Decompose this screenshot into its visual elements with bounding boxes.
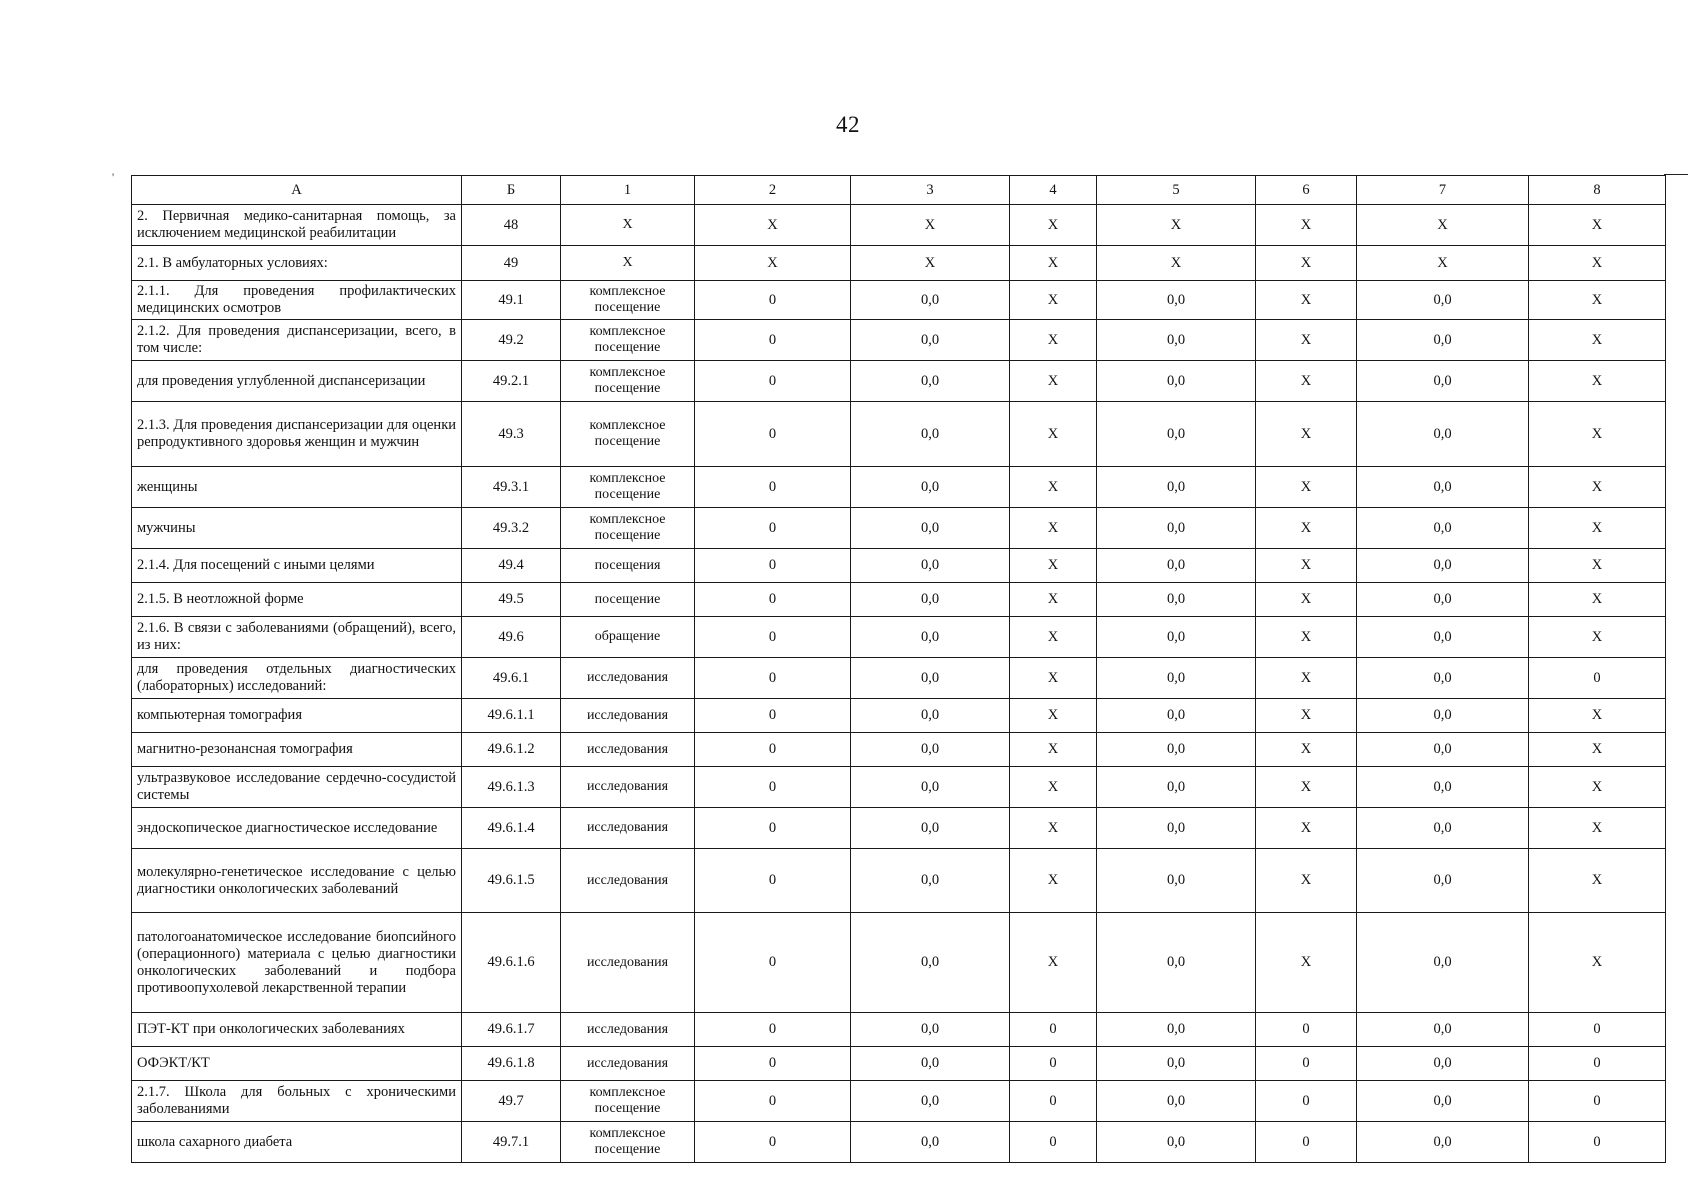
table-row — [132, 1122, 1666, 1163]
col-5-cell: 0,0 — [1097, 281, 1256, 320]
col-4-cell: 0 — [1010, 1047, 1097, 1081]
col-6-cell: 0 — [1256, 1013, 1357, 1047]
row-code-cell: 49.3.1 — [462, 467, 561, 508]
row-unit-cell: обращение — [561, 617, 695, 658]
col-7-cell: 0,0 — [1357, 467, 1529, 508]
table-row — [132, 849, 1666, 913]
col-6-cell: 0 — [1256, 1047, 1357, 1081]
col-4-cell: X — [1010, 808, 1097, 849]
col-6-cell: X — [1256, 808, 1357, 849]
col-8-cell: X — [1529, 913, 1666, 1013]
col-5-cell: 0,0 — [1097, 402, 1256, 467]
col-4-cell: X — [1010, 733, 1097, 767]
col-4-cell: 0 — [1010, 1013, 1097, 1047]
col-8-cell: X — [1529, 733, 1666, 767]
col-6-cell: X — [1256, 849, 1357, 913]
row-code-cell: 49.6.1.3 — [462, 767, 561, 808]
row-name-cell: 2.1.3. Для проведения диспансеризации для оценки репродуктивного здоровья женщин и мужчин — [132, 402, 462, 467]
col-2-cell: 0 — [695, 1081, 851, 1122]
table-row — [132, 583, 1666, 617]
col-5-cell: 0,0 — [1097, 549, 1256, 583]
col-7-cell: 0,0 — [1357, 913, 1529, 1013]
col-4-cell: X — [1010, 246, 1097, 281]
col-7-cell: 0,0 — [1357, 733, 1529, 767]
col-3-cell: 0,0 — [851, 361, 1010, 402]
table-row — [132, 205, 1666, 246]
col-7-cell: 0,0 — [1357, 617, 1529, 658]
col-5-cell: 0,0 — [1097, 767, 1256, 808]
row-name-cell: 2.1. В амбулаторных условиях: — [132, 246, 462, 281]
col-4-cell: X — [1010, 281, 1097, 320]
col-4-cell: X — [1010, 205, 1097, 246]
col-4-cell: X — [1010, 549, 1097, 583]
col-8-cell: X — [1529, 767, 1666, 808]
row-name-cell: 2.1.2. Для проведения диспансеризации, всего, в том числе: — [132, 320, 462, 361]
row-name-cell: 2.1.4. Для посещений с иными целями — [132, 549, 462, 583]
col-3-cell: 0,0 — [851, 1081, 1010, 1122]
col-8-cell: X — [1529, 549, 1666, 583]
col-2-cell: 0 — [695, 733, 851, 767]
col-5-cell: 0,0 — [1097, 1122, 1256, 1163]
row-unit-cell: исследования — [561, 658, 695, 699]
col-7-cell: 0,0 — [1357, 320, 1529, 361]
col-3-cell: 0,0 — [851, 849, 1010, 913]
col-5-cell: 0,0 — [1097, 467, 1256, 508]
col-5-cell: 0,0 — [1097, 583, 1256, 617]
col-2-cell: 0 — [695, 467, 851, 508]
row-code-cell: 48 — [462, 205, 561, 246]
col-6-cell: X — [1256, 320, 1357, 361]
col-2-cell: 0 — [695, 617, 851, 658]
col-5-cell: 0,0 — [1097, 508, 1256, 549]
row-unit-cell: комплексное посещение — [561, 1081, 695, 1122]
col-2-cell: 0 — [695, 402, 851, 467]
col-5-cell: X — [1097, 246, 1256, 281]
col-6-cell: X — [1256, 246, 1357, 281]
col-7-cell: 0,0 — [1357, 658, 1529, 699]
col-6-cell: X — [1256, 583, 1357, 617]
col-5-cell: 0,0 — [1097, 849, 1256, 913]
col-3-cell: X — [851, 246, 1010, 281]
row-unit-cell: комплексное посещение — [561, 1122, 695, 1163]
row-unit-cell: комплексное посещение — [561, 361, 695, 402]
col-7-cell: X — [1357, 205, 1529, 246]
table-row — [132, 1081, 1666, 1122]
col-3-cell: 0,0 — [851, 767, 1010, 808]
col-8-cell: X — [1529, 246, 1666, 281]
col-5-cell: 0,0 — [1097, 808, 1256, 849]
col-2-cell: 0 — [695, 508, 851, 549]
col-6-cell: 0 — [1256, 1081, 1357, 1122]
col-6-cell: X — [1256, 281, 1357, 320]
row-name-cell: ОФЭКТ/КТ — [132, 1047, 462, 1081]
table-row — [132, 320, 1666, 361]
table-row — [132, 402, 1666, 467]
col-3-cell: X — [851, 205, 1010, 246]
table-row — [132, 617, 1666, 658]
col-4-cell: X — [1010, 849, 1097, 913]
col-2-cell: 0 — [695, 767, 851, 808]
row-code-cell: 49.7 — [462, 1081, 561, 1122]
col-2-cell: 0 — [695, 1013, 851, 1047]
col-7-cell: 0,0 — [1357, 361, 1529, 402]
col-3-cell: 0,0 — [851, 281, 1010, 320]
col-8-cell: X — [1529, 320, 1666, 361]
col-7-cell: 0,0 — [1357, 699, 1529, 733]
header-cell-3: 3 — [851, 176, 1010, 205]
row-code-cell: 49.1 — [462, 281, 561, 320]
col-8-cell: 0 — [1529, 1081, 1666, 1122]
col-8-cell: 0 — [1529, 1047, 1666, 1081]
col-4-cell: 0 — [1010, 1122, 1097, 1163]
table-row — [132, 508, 1666, 549]
col-5-cell: 0,0 — [1097, 617, 1256, 658]
table-row — [132, 549, 1666, 583]
col-3-cell: 0,0 — [851, 583, 1010, 617]
row-unit-cell: исследования — [561, 1047, 695, 1081]
row-code-cell: 49.6 — [462, 617, 561, 658]
header-cell-1: 1 — [561, 176, 695, 205]
col-7-cell: 0,0 — [1357, 808, 1529, 849]
col-7-cell: 0,0 — [1357, 1013, 1529, 1047]
col-5-cell: 0,0 — [1097, 1047, 1256, 1081]
col-2-cell: 0 — [695, 849, 851, 913]
col-2-cell: 0 — [695, 361, 851, 402]
col-3-cell: 0,0 — [851, 549, 1010, 583]
col-8-cell: X — [1529, 205, 1666, 246]
col-4-cell: X — [1010, 467, 1097, 508]
table-row — [132, 808, 1666, 849]
col-2-cell: 0 — [695, 1122, 851, 1163]
col-4-cell: X — [1010, 767, 1097, 808]
table-row — [132, 281, 1666, 320]
col-6-cell: X — [1256, 508, 1357, 549]
header-cell-6: 6 — [1256, 176, 1357, 205]
row-unit-cell: исследования — [561, 733, 695, 767]
col-3-cell: 0,0 — [851, 808, 1010, 849]
header-cell-8: 8 — [1529, 176, 1666, 205]
table-edge-rule — [1664, 174, 1688, 175]
header-cell-5: 5 — [1097, 176, 1256, 205]
col-4-cell: X — [1010, 617, 1097, 658]
col-2-cell: 0 — [695, 583, 851, 617]
row-code-cell: 49.6.1.6 — [462, 913, 561, 1013]
row-unit-cell: комплексное посещение — [561, 281, 695, 320]
col-6-cell: X — [1256, 467, 1357, 508]
table-row — [132, 1047, 1666, 1081]
page-number: 42 — [836, 112, 860, 137]
col-8-cell: X — [1529, 402, 1666, 467]
col-2-cell: 0 — [695, 549, 851, 583]
col-3-cell: 0,0 — [851, 913, 1010, 1013]
table-row — [132, 733, 1666, 767]
row-name-cell: ПЭТ-КТ при онкологических заболеваниях — [132, 1013, 462, 1047]
col-6-cell: X — [1256, 733, 1357, 767]
col-8-cell: 0 — [1529, 658, 1666, 699]
col-5-cell: 0,0 — [1097, 1081, 1256, 1122]
col-2-cell: 0 — [695, 281, 851, 320]
table-row — [132, 246, 1666, 281]
row-name-cell: мужчины — [132, 508, 462, 549]
col-3-cell: 0,0 — [851, 508, 1010, 549]
col-8-cell: X — [1529, 849, 1666, 913]
row-unit-cell: исследования — [561, 849, 695, 913]
col-7-cell: 0,0 — [1357, 767, 1529, 808]
col-8-cell: X — [1529, 281, 1666, 320]
col-3-cell: 0,0 — [851, 467, 1010, 508]
row-code-cell: 49 — [462, 246, 561, 281]
col-2-cell: 0 — [695, 808, 851, 849]
col-8-cell: X — [1529, 583, 1666, 617]
col-3-cell: 0,0 — [851, 1047, 1010, 1081]
col-6-cell: X — [1256, 361, 1357, 402]
table-row — [132, 767, 1666, 808]
row-code-cell: 49.3.2 — [462, 508, 561, 549]
col-7-cell: 0,0 — [1357, 549, 1529, 583]
header-row — [132, 176, 1666, 205]
row-name-cell: 2.1.5. В неотложной форме — [132, 583, 462, 617]
col-3-cell: 0,0 — [851, 733, 1010, 767]
col-7-cell: 0,0 — [1357, 1081, 1529, 1122]
row-unit-cell: комплексное посещение — [561, 508, 695, 549]
row-code-cell: 49.2.1 — [462, 361, 561, 402]
col-8-cell: X — [1529, 361, 1666, 402]
col-8-cell: 0 — [1529, 1122, 1666, 1163]
col-6-cell: X — [1256, 402, 1357, 467]
col-6-cell: X — [1256, 549, 1357, 583]
header-cell-b: Б — [462, 176, 561, 205]
row-name-cell: 2.1.6. В связи с заболеваниями (обращений), всего, из них: — [132, 617, 462, 658]
row-name-cell: школа сахарного диабета — [132, 1122, 462, 1163]
col-7-cell: 0,0 — [1357, 583, 1529, 617]
col-5-cell: 0,0 — [1097, 699, 1256, 733]
row-unit-cell: X — [561, 246, 695, 281]
col-2-cell: 0 — [695, 658, 851, 699]
col-7-cell: 0,0 — [1357, 849, 1529, 913]
col-7-cell: 0,0 — [1357, 402, 1529, 467]
scan-mark: ' — [112, 170, 115, 184]
row-name-cell: женщины — [132, 467, 462, 508]
row-code-cell: 49.6.1.5 — [462, 849, 561, 913]
col-7-cell: 0,0 — [1357, 281, 1529, 320]
col-2-cell: 0 — [695, 699, 851, 733]
col-6-cell: X — [1256, 767, 1357, 808]
table-row — [132, 913, 1666, 1013]
row-code-cell: 49.2 — [462, 320, 561, 361]
col-5-cell: 0,0 — [1097, 1013, 1256, 1047]
col-8-cell: X — [1529, 467, 1666, 508]
col-7-cell: 0,0 — [1357, 508, 1529, 549]
row-code-cell: 49.7.1 — [462, 1122, 561, 1163]
col-4-cell: X — [1010, 320, 1097, 361]
table-row — [132, 361, 1666, 402]
col-3-cell: 0,0 — [851, 320, 1010, 361]
col-8-cell: X — [1529, 508, 1666, 549]
row-name-cell: магнитно-резонансная томография — [132, 733, 462, 767]
col-6-cell: 0 — [1256, 1122, 1357, 1163]
row-unit-cell: исследования — [561, 913, 695, 1013]
row-code-cell: 49.6.1.8 — [462, 1047, 561, 1081]
row-unit-cell: исследования — [561, 767, 695, 808]
col-4-cell: 0 — [1010, 1081, 1097, 1122]
col-4-cell: X — [1010, 361, 1097, 402]
col-3-cell: 0,0 — [851, 1122, 1010, 1163]
col-6-cell: X — [1256, 658, 1357, 699]
col-5-cell: X — [1097, 205, 1256, 246]
col-4-cell: X — [1010, 402, 1097, 467]
row-unit-cell: комплексное посещение — [561, 467, 695, 508]
row-name-cell: 2. Первичная медико-санитарная помощь, за исключением медицинской реабилитации — [132, 205, 462, 246]
col-2-cell: 0 — [695, 913, 851, 1013]
col-3-cell: 0,0 — [851, 402, 1010, 467]
row-unit-cell: исследования — [561, 1013, 695, 1047]
row-code-cell: 49.6.1.7 — [462, 1013, 561, 1047]
col-4-cell: X — [1010, 508, 1097, 549]
row-name-cell: компьютерная томография — [132, 699, 462, 733]
row-unit-cell: комплексное посещение — [561, 320, 695, 361]
row-unit-cell: комплексное посещение — [561, 402, 695, 467]
col-4-cell: X — [1010, 913, 1097, 1013]
col-5-cell: 0,0 — [1097, 733, 1256, 767]
col-3-cell: 0,0 — [851, 1013, 1010, 1047]
row-code-cell: 49.6.1.4 — [462, 808, 561, 849]
col-5-cell: 0,0 — [1097, 361, 1256, 402]
row-unit-cell: исследования — [561, 808, 695, 849]
col-2-cell: X — [695, 246, 851, 281]
col-5-cell: 0,0 — [1097, 658, 1256, 699]
row-code-cell: 49.3 — [462, 402, 561, 467]
col-3-cell: 0,0 — [851, 658, 1010, 699]
row-code-cell: 49.4 — [462, 549, 561, 583]
col-2-cell: 0 — [695, 320, 851, 361]
table-row — [132, 467, 1666, 508]
col-8-cell: X — [1529, 617, 1666, 658]
row-name-cell: 2.1.1. Для проведения профилактических медицинских осмотров — [132, 281, 462, 320]
row-name-cell: 2.1.7. Школа для больных с хроническими заболеваниями — [132, 1081, 462, 1122]
row-code-cell: 49.5 — [462, 583, 561, 617]
col-6-cell: X — [1256, 205, 1357, 246]
col-4-cell: X — [1010, 699, 1097, 733]
col-6-cell: X — [1256, 913, 1357, 1013]
row-name-cell: эндоскопическое диагностическое исследование — [132, 808, 462, 849]
table-row — [132, 699, 1666, 733]
col-4-cell: X — [1010, 583, 1097, 617]
col-5-cell: 0,0 — [1097, 913, 1256, 1013]
col-8-cell: 0 — [1529, 1013, 1666, 1047]
col-7-cell: 0,0 — [1357, 1047, 1529, 1081]
col-2-cell: 0 — [695, 1047, 851, 1081]
col-6-cell: X — [1256, 699, 1357, 733]
row-name-cell: молекулярно-генетическое исследование с целью диагностики онкологических заболеваний — [132, 849, 462, 913]
row-unit-cell: исследования — [561, 699, 695, 733]
row-name-cell: патологоанатомическое исследование биопсийного (операционного) материала с целью диагностики онкологических заболеваний и подбора противоопухолевой лекарственной терапии — [132, 913, 462, 1013]
row-code-cell: 49.6.1.1 — [462, 699, 561, 733]
row-name-cell: ультразвуковое исследование сердечно-сосудистой системы — [132, 767, 462, 808]
col-3-cell: 0,0 — [851, 699, 1010, 733]
row-unit-cell: посещения — [561, 549, 695, 583]
col-8-cell: X — [1529, 808, 1666, 849]
col-7-cell: X — [1357, 246, 1529, 281]
header-cell-7: 7 — [1357, 176, 1529, 205]
row-unit-cell: посещение — [561, 583, 695, 617]
col-8-cell: X — [1529, 699, 1666, 733]
row-code-cell: 49.6.1 — [462, 658, 561, 699]
col-6-cell: X — [1256, 617, 1357, 658]
col-4-cell: X — [1010, 658, 1097, 699]
header-cell-a: А — [132, 176, 462, 205]
row-code-cell: 49.6.1.2 — [462, 733, 561, 767]
row-unit-cell: X — [561, 205, 695, 246]
table-row — [132, 1013, 1666, 1047]
col-3-cell: 0,0 — [851, 617, 1010, 658]
header-cell-4: 4 — [1010, 176, 1097, 205]
row-name-cell: для проведения отдельных диагностических (лабораторных) исследований: — [132, 658, 462, 699]
table-body — [132, 176, 1666, 1163]
col-5-cell: 0,0 — [1097, 320, 1256, 361]
col-7-cell: 0,0 — [1357, 1122, 1529, 1163]
header-cell-2: 2 — [695, 176, 851, 205]
table-row — [132, 658, 1666, 699]
row-name-cell: для проведения углубленной диспансеризации — [132, 361, 462, 402]
col-2-cell: X — [695, 205, 851, 246]
volume-table — [131, 175, 1666, 1163]
